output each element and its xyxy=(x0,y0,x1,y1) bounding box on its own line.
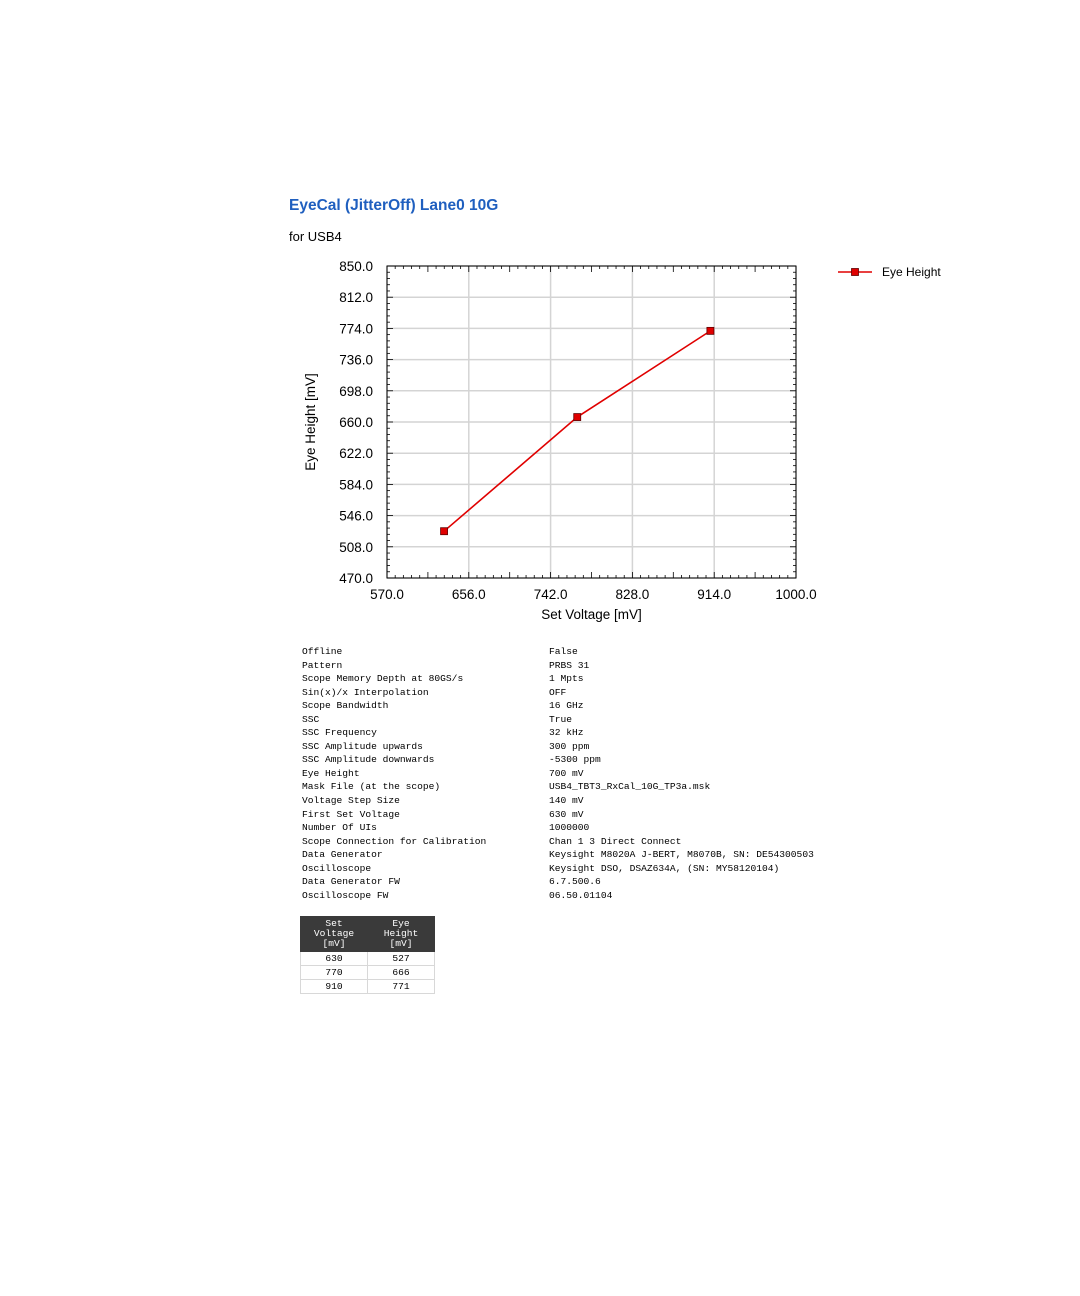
parameter-row xyxy=(302,794,814,808)
parameter-row xyxy=(302,672,814,686)
parameter-key: Offline xyxy=(302,646,343,657)
legend-marker xyxy=(852,269,859,276)
parameter-row xyxy=(302,889,814,903)
set-voltage-cell: 770 xyxy=(301,966,368,980)
parameter-value: 6.7.500.6 xyxy=(549,876,601,888)
parameter-row xyxy=(302,699,814,713)
y-tick-label: 546.0 xyxy=(339,508,373,524)
parameter-key: SSC Amplitude upwards xyxy=(302,740,423,752)
table-row xyxy=(301,952,435,966)
parameter-value: 630 mV xyxy=(549,808,584,820)
results-header-set-voltage: Set Voltage [mV] xyxy=(301,917,368,952)
parameter-key: SSC xyxy=(302,713,320,725)
parameter-key: Scope Memory Depth at 80GS/s xyxy=(302,673,464,685)
table-row xyxy=(301,980,435,994)
parameter-key: Scope Bandwidth xyxy=(302,700,389,712)
set-voltage-cell: 910 xyxy=(301,980,368,994)
parameter-value: OFF xyxy=(549,686,567,698)
parameter-value: 16 GHz xyxy=(549,700,584,712)
parameter-value: 32 kHz xyxy=(549,727,584,739)
data-point xyxy=(707,327,714,334)
x-tick-label: 656.0 xyxy=(451,587,486,602)
parameter-row xyxy=(302,848,814,862)
parameter-key: Sin(x)/x Interpolation xyxy=(302,686,429,698)
parameter-value: Chan 1 3 Direct Connect xyxy=(549,835,682,847)
parameter-value: 1000000 xyxy=(549,822,590,834)
parameter-row xyxy=(302,835,814,849)
table-row xyxy=(301,966,435,980)
parameter-key: SSC Amplitude downwards xyxy=(302,754,435,766)
parameter-key: Oscilloscope FW xyxy=(302,889,389,901)
x-tick-label: 742.0 xyxy=(533,587,568,602)
parameter-row xyxy=(302,713,814,727)
eye-height-cell: 666 xyxy=(368,966,435,980)
parameter-value: 1 Mpts xyxy=(549,673,584,685)
x-tick-label: 1000.0 xyxy=(775,587,817,602)
x-axis-label: Set Voltage [mV] xyxy=(541,607,642,622)
parameter-key: Scope Connection for Calibration xyxy=(302,835,487,847)
parameter-row xyxy=(302,875,814,889)
eye-height-cell: 527 xyxy=(368,952,435,966)
parameter-row xyxy=(302,740,814,754)
y-tick-label: 850.0 xyxy=(339,259,373,274)
y-tick-label: 698.0 xyxy=(339,383,373,399)
parameter-value: PRBS 31 xyxy=(549,659,590,671)
parameters-table xyxy=(302,645,814,902)
parameter-key: Number Of UIs xyxy=(302,822,377,834)
parameter-value: Keysight M8020A J-BERT, M8070B, SN: DE54300503 xyxy=(549,849,814,861)
parameter-key: Pattern xyxy=(302,659,343,671)
parameter-row xyxy=(302,659,814,673)
parameter-value: USB4_TBT3_RxCal_10G_TP3a.msk xyxy=(549,781,711,793)
x-tick-label: 828.0 xyxy=(615,587,650,602)
results-header-eye-height: Eye Height [mV] xyxy=(368,917,435,952)
parameter-row xyxy=(302,821,814,835)
y-tick-label: 584.0 xyxy=(339,477,373,493)
eye-height-cell: 771 xyxy=(368,980,435,994)
parameter-key: Oscilloscope xyxy=(302,862,372,874)
parameter-row xyxy=(302,645,814,659)
y-tick-label: 508.0 xyxy=(339,539,373,555)
parameter-row xyxy=(302,767,814,781)
page-subtitle: for USB4 xyxy=(289,229,342,244)
y-tick-label: 736.0 xyxy=(339,352,373,368)
parameter-value: False xyxy=(549,646,578,657)
x-tick-label: 914.0 xyxy=(697,587,732,602)
parameter-value: -5300 ppm xyxy=(549,754,601,766)
results-table xyxy=(300,916,435,994)
parameter-key: SSC Frequency xyxy=(302,727,377,739)
parameter-value: True xyxy=(549,713,573,725)
data-point xyxy=(574,414,581,421)
results-header-row xyxy=(301,917,435,952)
parameter-row xyxy=(302,862,814,876)
legend-label: Eye Height xyxy=(882,265,941,279)
parameter-value: Keysight DSO, DSAZ634A, (SN: MY58120104) xyxy=(549,862,780,874)
parameter-key: Data Generator xyxy=(302,849,383,861)
x-tick-label: 570.0 xyxy=(370,587,404,602)
parameter-value: 140 mV xyxy=(549,795,584,807)
parameter-value: 700 mV xyxy=(549,767,584,779)
parameter-key: Data Generator FW xyxy=(302,876,400,888)
parameter-row xyxy=(302,753,814,767)
parameter-key: Eye Height xyxy=(302,767,360,779)
parameter-value: 06.50.01104 xyxy=(549,889,613,901)
data-point xyxy=(441,528,448,535)
set-voltage-cell: 630 xyxy=(301,952,368,966)
parameter-row xyxy=(302,780,814,794)
y-tick-label: 774.0 xyxy=(339,321,373,337)
parameter-row xyxy=(302,726,814,740)
parameter-row xyxy=(302,808,814,822)
y-tick-label: 812.0 xyxy=(339,290,373,306)
page-title: EyeCal (JitterOff) Lane0 10G xyxy=(289,197,499,214)
y-tick-label: 470.0 xyxy=(339,571,373,586)
y-axis-label: Eye Height [mV] xyxy=(303,373,318,471)
parameter-value: 300 ppm xyxy=(549,740,590,752)
parameter-key: Voltage Step Size xyxy=(302,795,400,807)
parameter-key: Mask File (at the scope) xyxy=(302,781,441,793)
eye-height-chart xyxy=(0,0,1080,640)
y-tick-label: 622.0 xyxy=(339,446,373,462)
y-tick-label: 660.0 xyxy=(339,415,373,430)
parameter-key: First Set Voltage xyxy=(302,808,400,820)
parameter-row xyxy=(302,686,814,700)
chart-container xyxy=(0,0,1080,640)
